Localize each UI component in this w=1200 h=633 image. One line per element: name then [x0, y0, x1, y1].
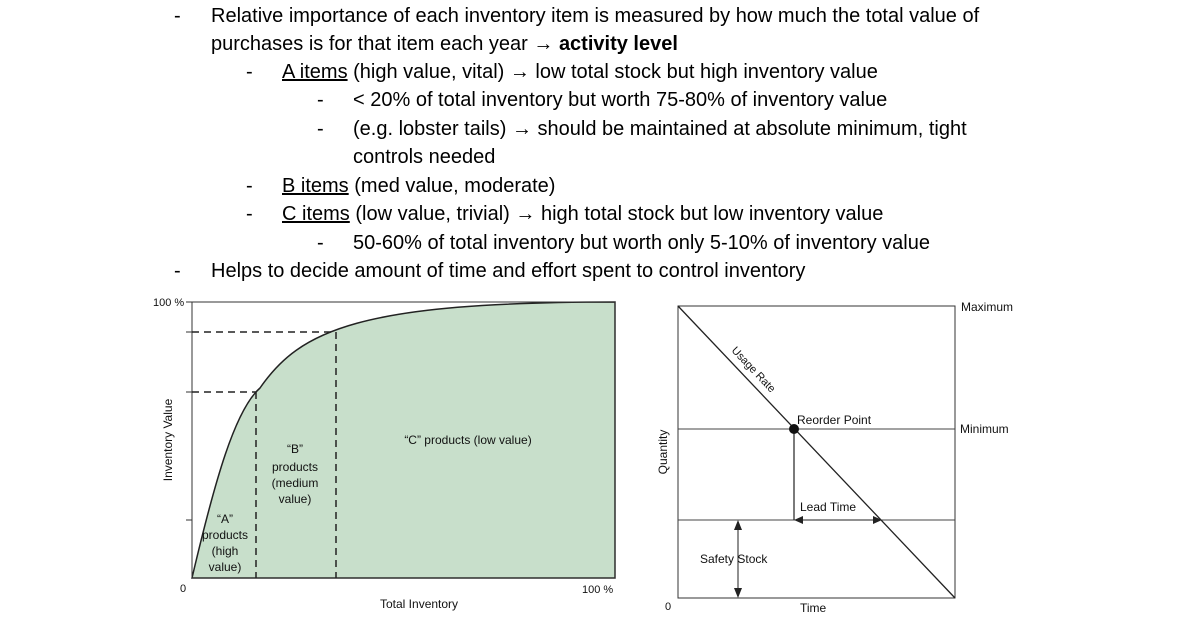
a-sub2-line2: controls needed: [353, 146, 496, 168]
c-products-label: “C” products (low value): [404, 433, 532, 447]
safety-stock-label: Safety Stock: [700, 552, 768, 566]
maximum-label: Maximum: [961, 300, 1014, 314]
lead-time-label: Lead Time: [800, 500, 857, 514]
abc-chart: [153, 297, 615, 611]
c-items-label: C items: [282, 203, 350, 225]
b-items-label: B items: [282, 175, 349, 197]
bullet-dash: -: [246, 61, 253, 83]
safety-stock-arrowhead-up: [734, 520, 742, 530]
abc-y-top-label: 100 %: [153, 297, 185, 309]
bullet-dash: -: [246, 203, 253, 225]
a-sub1: < 20% of total inventory but worth 75-80% of inventory value: [353, 89, 888, 111]
abc-y-axis-label: Inventory Value: [161, 398, 175, 482]
bullet-activity-line1: Relative importance of each inventory item is measured by how much the total value of: [211, 5, 980, 27]
activity-level-term: activity level: [558, 33, 678, 55]
c-items-desc: (low value, trivial) → high total stock but low inventory value: [349, 203, 884, 225]
b-label-line: (medium: [271, 476, 319, 490]
reorder-point-label: Reorder Point: [797, 413, 872, 427]
b-label-line: products: [271, 460, 319, 474]
reorder-origin-label: 0: [665, 601, 672, 613]
b-items-desc: (med value, moderate): [348, 175, 556, 197]
bullet-dash: -: [246, 175, 253, 197]
abc-x-end-label: 100 %: [582, 584, 614, 596]
bullet-helps: Helps to decide amount of time and effort spent to control inventory: [211, 260, 806, 282]
minimum-label: Minimum: [960, 422, 1009, 436]
abc-x-axis-label: Total Inventory: [380, 597, 459, 611]
reorder-chart: [656, 300, 1013, 615]
a-items-desc: (high value, vital) → low total stock but high inventory value: [347, 61, 878, 83]
bullet-dash: -: [174, 260, 181, 282]
usage-rate-label: Usage Rate: [728, 344, 778, 396]
lead-time-arrowhead-left: [794, 516, 803, 524]
a-label-line: (high: [211, 544, 239, 558]
a-label-line: value): [208, 560, 242, 574]
b-label-line: “B”: [287, 442, 303, 456]
c-sub1: 50-60% of total inventory but worth only 5-10% of inventory value: [353, 232, 930, 254]
a-label-line: “A”: [217, 512, 233, 526]
b-label-line: value): [278, 492, 312, 506]
bullet-dash: -: [174, 5, 181, 27]
a-sub2-line1: (e.g. lobster tails) → should be maintained at absolute minimum, tight: [353, 118, 967, 140]
bullet-dash: -: [317, 118, 324, 140]
reorder-x-axis-label: Time: [800, 601, 827, 615]
reorder-y-axis-label: Quantity: [656, 429, 670, 475]
a-items-label: A items: [282, 61, 348, 83]
a-label-line: products: [201, 528, 249, 542]
bullet-activity-text: purchases is for that item each year →: [211, 33, 559, 55]
bullet-dash: -: [317, 232, 324, 254]
abc-origin-label: 0: [180, 583, 187, 595]
safety-stock-arrowhead-down: [734, 588, 742, 598]
bullet-dash: -: [317, 89, 324, 111]
